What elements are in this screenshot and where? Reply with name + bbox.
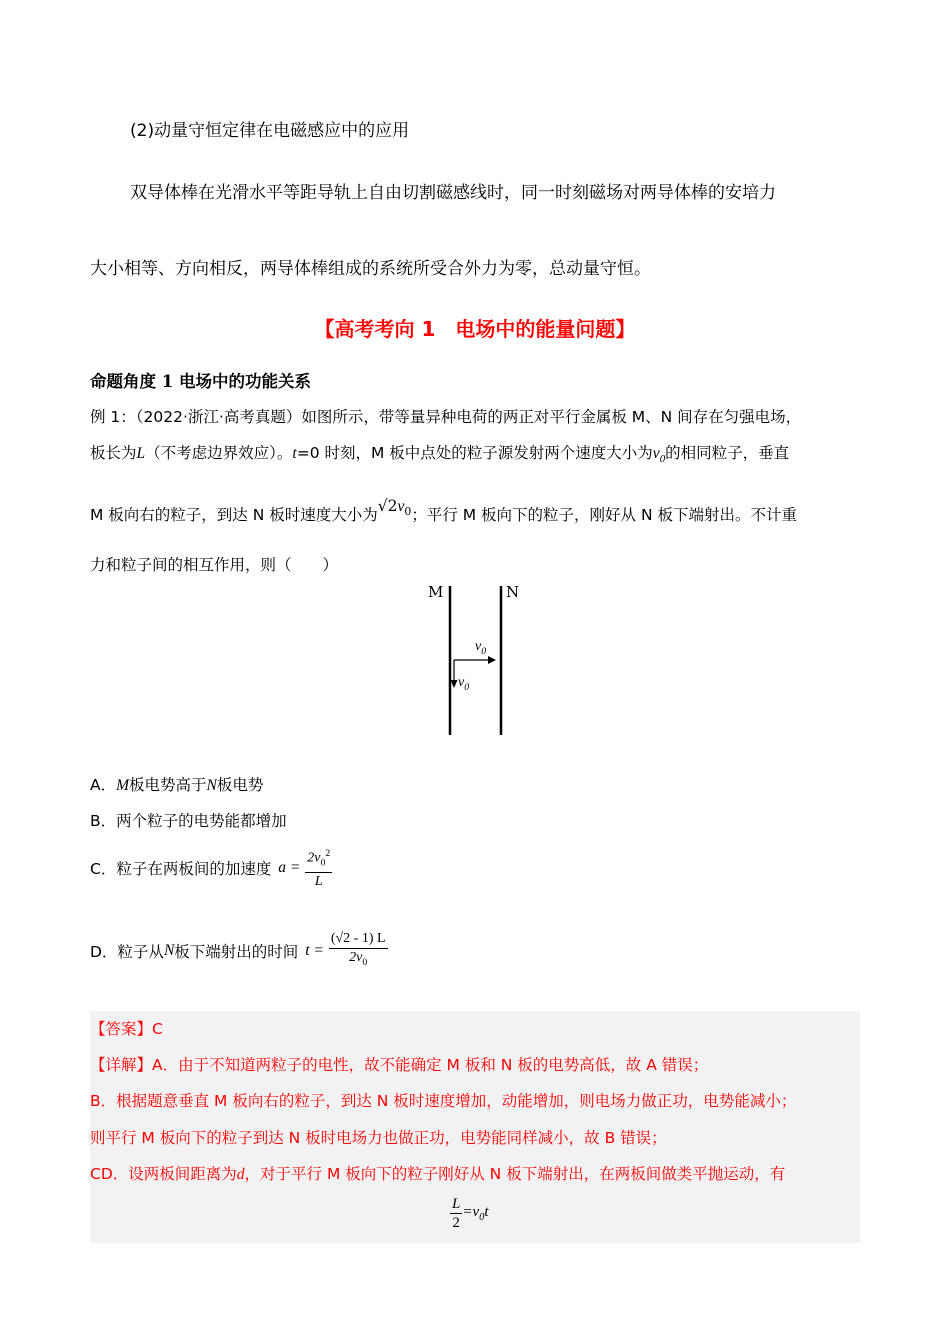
option-d: D．粒子从N板下端射出的时间 t = $\frac{(√2 - 1) L}{2v_0}$ xyxy=(90,930,388,972)
d-lhs: t = xyxy=(305,941,324,959)
answer-detail-2: B．根据题意垂直 M 板向右的粒子，到达 N 板时速度增加，动能增加，则电场力做正功，电势能减小； xyxy=(90,1092,797,1110)
c-fraction: $\frac{2v_0^2}{L}$ xyxy=(305,845,332,891)
topic-title: 【高考考向 1 电场中的能量问题】 xyxy=(314,317,636,341)
sqrt2-v0: $√2v_0$ xyxy=(377,497,412,519)
label-v0-down: $v_0$ xyxy=(458,675,470,693)
label-v0-right: $v_0$ xyxy=(475,639,487,657)
example-text: ；平行 M 板向下的粒子，刚好从 N 板下端射出。不计重 xyxy=(411,506,797,524)
example-line-3 xyxy=(90,497,797,527)
example-text: M 板向右的粒子，到达 N 板时速度大小为 xyxy=(90,506,378,524)
plates-figure xyxy=(425,580,535,740)
option-c: C．粒子在两板间的加速度 a = $\frac{2v_0^2}{L}$ xyxy=(90,845,332,891)
label-m: M xyxy=(428,583,444,601)
option-b: B．两个粒子的电势能都增加 xyxy=(90,812,287,830)
paragraph-line-1: 双导体棒在光滑水平等距导轨上自由切割磁感线时，同一时刻磁场对两导体棒的安培力 xyxy=(130,183,776,203)
arrow-right-head xyxy=(488,656,496,664)
example-line-1: 例 1：（2022·浙江·高考真题）如图所示，带等量异种电荷的两正对平行金属板 M、N 间存在匀强电场， xyxy=(90,408,802,426)
c-lhs: a = xyxy=(278,859,301,877)
answer-label: 【答案】C xyxy=(90,1020,163,1038)
example-line-4: 力和粒子间的相互作用，则（ ） xyxy=(90,556,339,574)
eq-fraction: $\frac{L}{2}$ xyxy=(452,1196,461,1231)
var-t: t xyxy=(292,445,297,462)
plates-diagram xyxy=(425,580,535,740)
eq-rhs: $=v_0t$ xyxy=(462,1204,489,1223)
example-text: （不考虑边界效应）。 xyxy=(145,444,293,462)
var-v0: $v_0$ xyxy=(652,445,666,466)
angle-title: 命题角度 1 电场中的功能关系 xyxy=(90,372,311,391)
label-n: N xyxy=(506,583,520,601)
var-L: L xyxy=(136,445,146,462)
example-text: =0 时刻，M 板中点处的粒子源发射两个速度大小为 xyxy=(296,444,653,462)
arrow-down-head xyxy=(451,680,458,688)
section-heading: (2)动量守恒定律在电磁感应中的应用 xyxy=(130,121,410,141)
example-line-2 xyxy=(90,441,789,465)
option-a: A．M板电势高于N板电势 xyxy=(90,776,264,794)
equation xyxy=(450,1195,489,1232)
answer-detail-3: 则平行 M 板向下的粒子到达 N 板时电场力也做正功，电势能同样减小，故 B 错误； xyxy=(90,1129,667,1147)
example-text: 的相同粒子，垂直 xyxy=(665,444,790,462)
d-fraction: $\frac{(√2 - 1) L}{2v_0}$ xyxy=(330,931,386,968)
answer-detail-4: CD．设两板间距离为d，对于平行 M 板向下的粒子刚好从 N 板下端射出，在两板间做类平抛运动，有 xyxy=(90,1165,786,1183)
example-text: 板长为 xyxy=(90,444,137,462)
answer-detail-1: 【详解】A．由于不知道两粒子的电性，故不能确定 M 板和 N 板的电势高低，故 A 错误； xyxy=(90,1056,709,1074)
paragraph-line-2: 大小相等、方向相反，两导体棒组成的系统所受合外力为零，总动量守恒。 xyxy=(90,259,651,279)
